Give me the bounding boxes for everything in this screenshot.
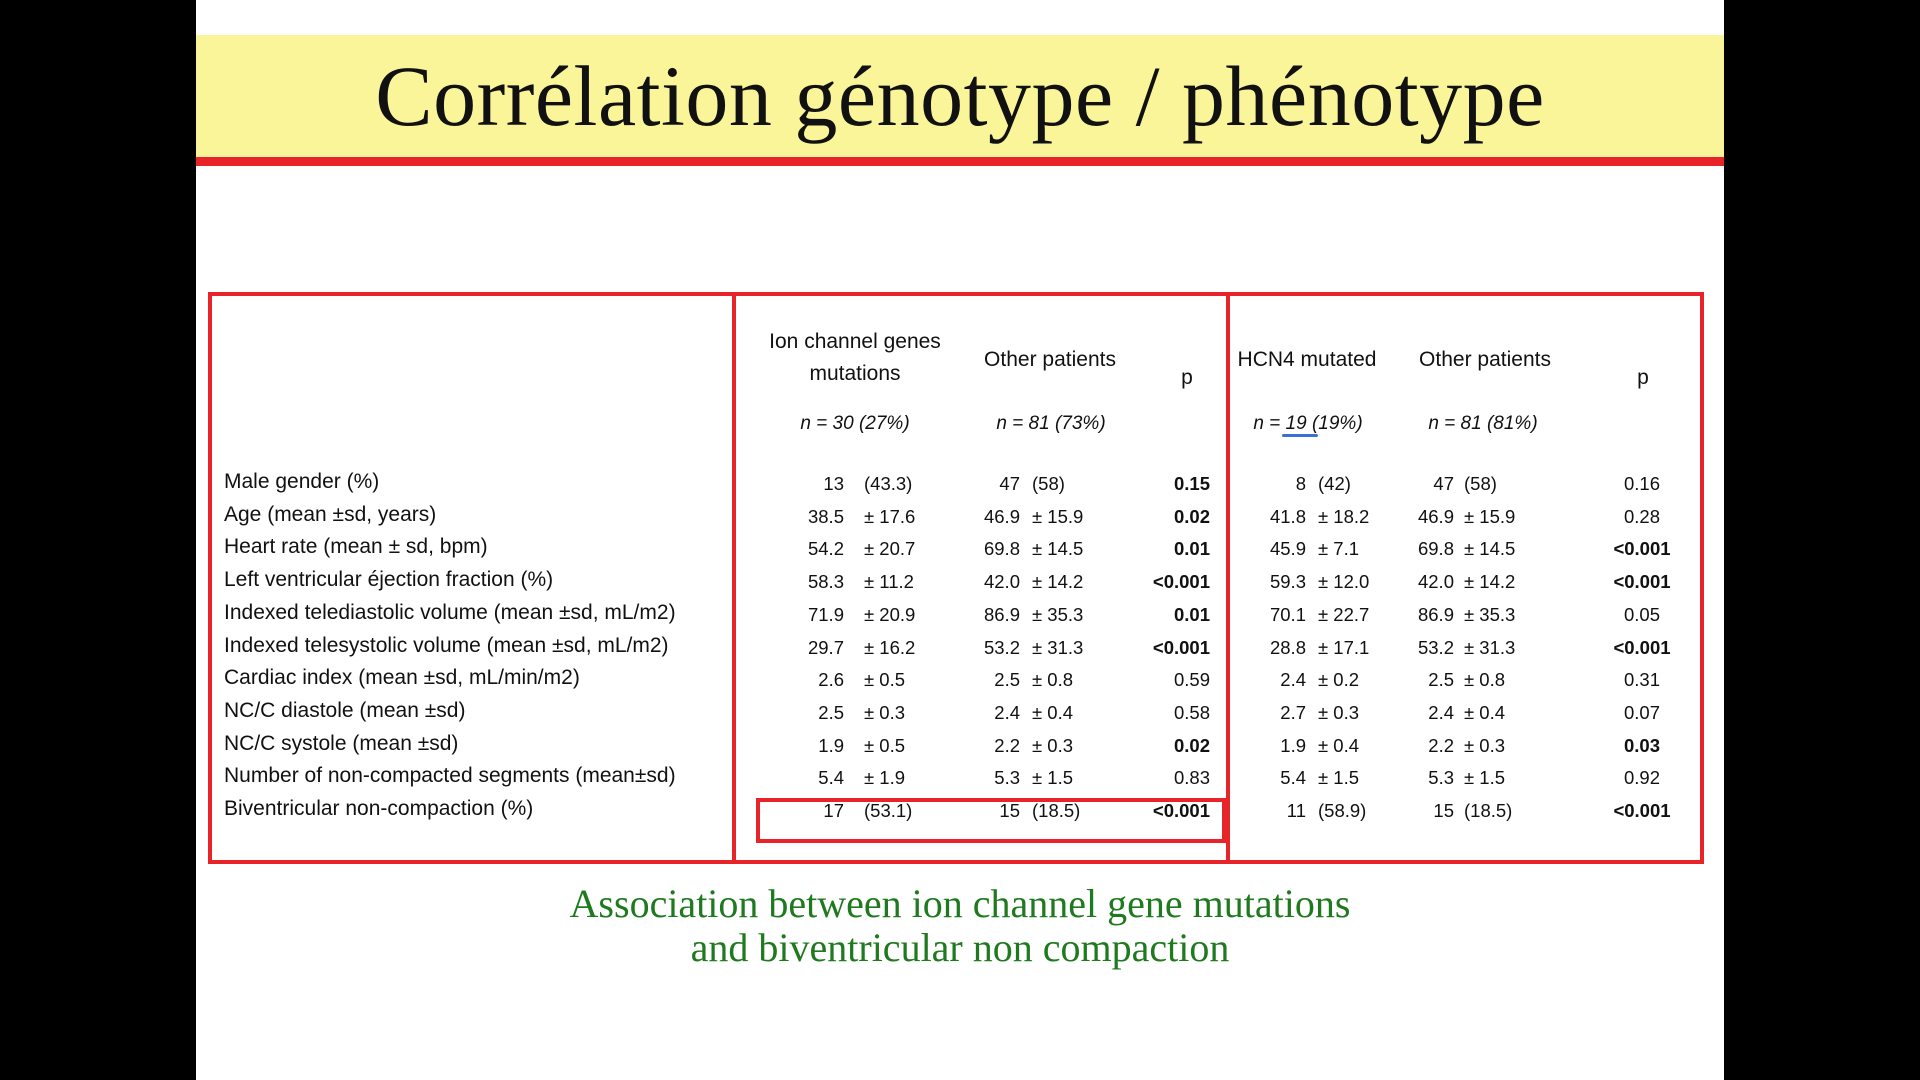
table-cell: 70.1	[1269, 603, 1306, 625]
table-cell: ± 14.5	[1464, 538, 1516, 560]
table-cell: ± 15.9	[1032, 505, 1084, 527]
n-label-ion: n = 30 (27%)	[800, 413, 910, 434]
table-cell: 11	[1286, 800, 1306, 821]
table-cell: 2.5	[994, 669, 1020, 691]
table-cell: (58)	[1464, 473, 1497, 494]
table-cell: 71.9	[807, 603, 844, 625]
row-label: Indexed telesystolic volume (mean ±sd, mL/m2)	[224, 633, 669, 657]
table-cell: 42.0	[983, 571, 1020, 593]
table-cell: 86.9	[983, 603, 1020, 625]
table-cell: ± 0.5	[864, 669, 906, 691]
title-band	[196, 35, 1724, 157]
row-label: Indexed telediastolic volume (mean ±sd, mL/m2)	[224, 600, 676, 624]
table-cell: ± 31.3	[1032, 636, 1084, 658]
table-cell: 59.3	[1269, 571, 1306, 593]
table-cell: (43.3)	[864, 473, 913, 494]
table-cell: 17	[823, 800, 844, 821]
n-label-other-1: n = 81 (73%)	[996, 413, 1106, 434]
table-cell: ± 0.3	[1464, 734, 1506, 756]
table-cell: ± 0.8	[1032, 669, 1074, 691]
p-value-cell: 0.01	[1173, 538, 1210, 560]
table-cell: 45.9	[1269, 538, 1306, 560]
table-cell: 58.3	[807, 571, 844, 593]
table-cell: 47	[1433, 473, 1454, 494]
table-cell: 46.9	[983, 505, 1020, 527]
table-cell: ± 0.3	[1318, 701, 1360, 723]
table-cell: ± 1.5	[1318, 767, 1360, 789]
row-label: Number of non-compacted segments (mean±sd)	[224, 764, 676, 788]
row-label: NC/C diastole (mean ±sd)	[224, 698, 466, 722]
table-cell: 28.8	[1269, 636, 1306, 658]
table-cell: 54.2	[807, 538, 844, 560]
table-cell: 8	[1295, 473, 1306, 494]
p-value-cell: 0.07	[1623, 701, 1660, 723]
table-cell: ± 14.2	[1464, 571, 1516, 593]
table-cell: 53.2	[1417, 636, 1454, 658]
p-value-cell: 0.02	[1173, 505, 1210, 527]
table-cell: ± 0.2	[1318, 669, 1360, 691]
table-cell: ± 14.2	[1032, 571, 1084, 593]
table-cell: 15	[999, 800, 1020, 821]
table-cell: (58)	[1032, 473, 1065, 494]
p-value-cell: 0.16	[1623, 473, 1660, 494]
p-value-cell: 0.01	[1173, 603, 1210, 625]
slide-title: Corrélation génotype / phénotype	[375, 48, 1545, 144]
table-cell: ± 7.1	[1318, 538, 1360, 560]
table-cell: ± 0.4	[1318, 734, 1360, 756]
p-value-cell: 0.02	[1173, 734, 1210, 756]
table-cell: 42.0	[1417, 571, 1454, 593]
row-label: Cardiac index (mean ±sd, mL/min/m2)	[224, 666, 580, 690]
table-cell: 86.9	[1417, 603, 1454, 625]
p-value-cell: <0.001	[1152, 800, 1210, 821]
col-header-p-2: p	[1637, 366, 1649, 389]
caption-line-2: and biventricular non compaction	[690, 925, 1230, 970]
row-label: Male gender (%)	[224, 470, 380, 493]
table-cell: ± 0.4	[1464, 701, 1506, 723]
p-value-cell: 0.59	[1173, 669, 1210, 691]
table-cell: ± 20.7	[864, 538, 916, 560]
p-value-cell: <0.001	[1613, 538, 1671, 560]
p-value-cell: 0.15	[1173, 473, 1210, 494]
table-cell: 5.3	[994, 767, 1020, 789]
table-cell: 1.9	[818, 734, 844, 756]
p-value-cell: <0.001	[1152, 571, 1210, 593]
caption-line-1: Association between ion channel gene mutations	[569, 881, 1351, 926]
table-cell: 2.4	[994, 701, 1020, 723]
table-cell: 38.5	[807, 505, 844, 527]
table-cell: 5.3	[1428, 767, 1454, 789]
table-cell: 69.8	[983, 538, 1020, 560]
table-cell: 69.8	[1417, 538, 1454, 560]
p-value-cell: <0.001	[1613, 571, 1671, 593]
p-value-cell: 0.28	[1623, 505, 1660, 527]
table-cell: 13	[823, 473, 844, 494]
title-underline-rule	[196, 157, 1724, 166]
table-cell: ± 1.5	[1464, 767, 1506, 789]
table-cell: 2.5	[1428, 669, 1454, 691]
table-cell: ± 15.9	[1464, 505, 1516, 527]
p-value-cell: <0.001	[1613, 636, 1671, 658]
col-header-other-patients-1: Other patients	[984, 348, 1116, 371]
table-cell: 1.9	[1280, 734, 1306, 756]
p-value-cell: 0.58	[1173, 701, 1210, 723]
p-value-cell: <0.001	[1152, 636, 1210, 658]
table-cell: ± 35.3	[1032, 603, 1084, 625]
table-cell: (42)	[1318, 473, 1351, 494]
row-label: NC/C systole (mean ±sd)	[224, 731, 459, 755]
table-cell: ± 1.5	[1032, 767, 1074, 789]
col-header-hcn4: HCN4 mutated	[1237, 348, 1377, 371]
table-cell: ± 0.3	[1032, 734, 1074, 756]
table-cell: (18.5)	[1032, 800, 1081, 821]
table-cell: ± 22.7	[1318, 603, 1370, 625]
table-cell: 5.4	[818, 767, 844, 789]
table-cell: 2.7	[1280, 701, 1306, 723]
table-cell: 15	[1433, 800, 1454, 821]
table-cell: 29.7	[807, 636, 844, 658]
table-cell: ± 0.5	[864, 734, 906, 756]
table-cell: ± 17.1	[1318, 636, 1370, 658]
table-cell: 2.4	[1428, 701, 1454, 723]
table-cell: 2.4	[1280, 669, 1306, 691]
table-cell: 46.9	[1417, 505, 1454, 527]
col-header-other-patients-2: Other patients	[1419, 348, 1551, 371]
table-cell: ± 12.0	[1318, 571, 1370, 593]
p-value-cell: 0.05	[1623, 603, 1660, 625]
row-label: Heart rate (mean ± sd, bpm)	[224, 535, 488, 559]
col-header-p-1: p	[1181, 366, 1193, 389]
p-value-cell: 0.92	[1623, 767, 1660, 789]
table-cell: (18.5)	[1464, 800, 1513, 821]
table-cell: ± 1.9	[864, 767, 906, 789]
n-label-other-2: n = 81 (81%)	[1428, 413, 1538, 434]
p-value-cell: <0.001	[1613, 800, 1671, 821]
row-label: Age (mean ±sd, years)	[224, 502, 437, 526]
table-cell: (58.9)	[1318, 800, 1367, 821]
p-value-cell: 0.83	[1173, 767, 1210, 789]
p-value-cell: 0.31	[1623, 669, 1660, 691]
table-cell: 47	[999, 473, 1020, 494]
row-label: Left ventricular éjection fraction (%)	[224, 568, 554, 592]
table-cell: ± 0.3	[864, 701, 906, 723]
table-cell: ± 11.2	[864, 571, 914, 593]
table-cell: 2.6	[818, 669, 844, 691]
table-cell: ± 14.5	[1032, 538, 1084, 560]
table-cell: ± 0.4	[1032, 701, 1074, 723]
table-cell: 53.2	[983, 636, 1020, 658]
table-cell: 2.2	[994, 734, 1020, 756]
table-cell: (53.1)	[864, 800, 913, 821]
table-cell: ± 0.8	[1464, 669, 1506, 691]
row-label: Biventricular non-compaction (%)	[224, 797, 534, 820]
table-cell: 2.2	[1428, 734, 1454, 756]
col-header-ion-channel: Ion channel genes mutations	[769, 330, 941, 385]
table-cell: ± 31.3	[1464, 636, 1516, 658]
table-cell: 41.8	[1269, 505, 1306, 527]
table-cell: 2.5	[818, 701, 844, 723]
table-cell: 5.4	[1280, 767, 1306, 789]
table-cell: ± 17.6	[864, 505, 916, 527]
table-cell: ± 20.9	[864, 603, 916, 625]
annotation-underline	[1282, 434, 1318, 437]
table-cell: ± 18.2	[1318, 505, 1370, 527]
table-cell: ± 16.2	[864, 636, 916, 658]
p-value-cell: 0.03	[1623, 734, 1660, 756]
n-label-hcn4: n = 19 (19%)	[1253, 413, 1363, 434]
table-cell: ± 35.3	[1464, 603, 1516, 625]
